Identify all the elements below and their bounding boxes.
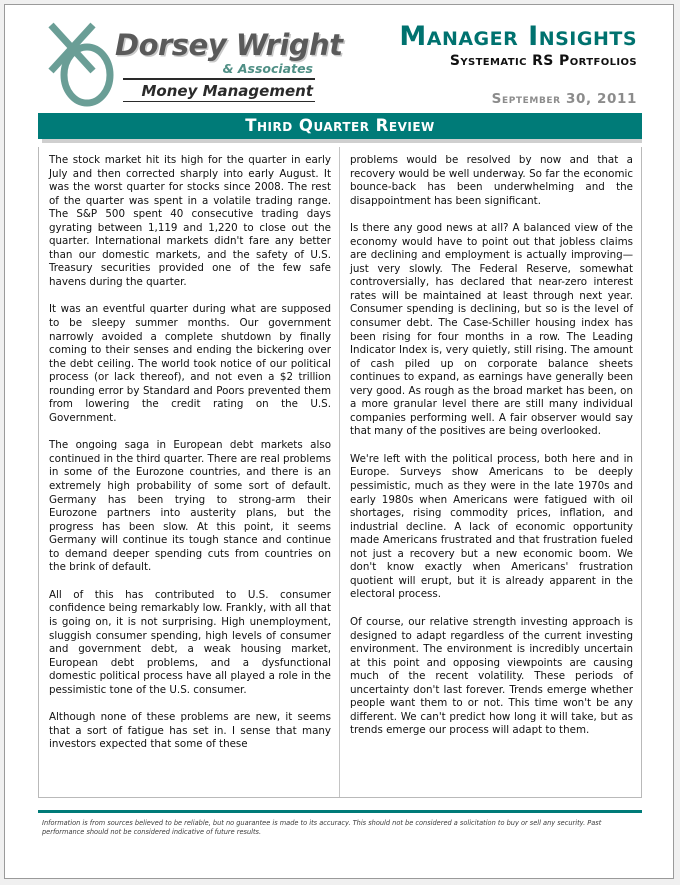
logo-wordmark <box>115 28 343 102</box>
paragraph: Although none of these problems are new, it seems that a sort of fatigue has set in. I sense that many investors expected that some of these <box>49 711 331 751</box>
company-suffix: & Associates <box>222 61 313 76</box>
company-tagline: Money Management <box>141 82 313 100</box>
footer <box>38 810 642 837</box>
publication-header <box>307 23 637 107</box>
paragraph: All of this has contributed to U.S. consumer confidence being remarkably low. Frankly, with all that is going on, it is not surprising. High unemployment, sluggish consumer spending, high levels of consumer and government debt, a weak housing market, European debt problems, and a dysfunctional domestic political process have all played a role in the pessimistic tone of the U.S. consumer. <box>49 588 331 696</box>
article-column-right <box>340 147 641 797</box>
section-title-shadow <box>42 139 642 143</box>
paragraph: The stock market hit its high for the quarter in early July and then corrected sharply into early August. It was the worst quarter for stocks since 2008. The rest of the quarter was spent in a volatile trading range. The S&P 500 spent 40 consecutive trading days gyrating between 1,119 and 1,220 to close out the quarter. International markets didn't fare any better than our domestic markets, and the safety of U.S. Treasury securities provided one of the few safe havens during the quarter. <box>49 154 331 288</box>
masthead <box>5 5 673 113</box>
publication-date: September 30, 2011 <box>491 91 637 108</box>
paragraph: The ongoing saga in European debt markets also continued in the third quarter. There are real problems in some of the Eurozone countries, and there is an extremely high probability of some sort of default. Germany has been trying to strong-arm their Eurozone partners into austerity plans, but the progress has been slow. At this point, it seems Germany will continue its tough stance and continue to demand deeper spending cuts from countries on the brink of default. <box>49 439 331 574</box>
publication-subtitle: Systematic RS Portfolios <box>449 53 637 70</box>
article-body <box>38 147 642 798</box>
publication-title: Manager Insights <box>399 21 637 52</box>
paragraph: We're left with the political process, both here and in Europe. Surveys show Americans to be deeply pessimistic, much as they were in the late 1970s and early 1980s when Americans were fatigued with oil shortages, rising commodity prices, inflation, and industrial decline. A lack of economic opportunity made Americans frustrated and that frustration fueled not just a recovery but a new economic boom. We don't know exactly when Americans' frustration quotient will erupt, but it is already apparent in the electoral process. <box>350 452 633 601</box>
company-logo <box>47 19 343 109</box>
company-name: Dorsey Wright <box>115 28 343 62</box>
paragraph: Is there any good news at all? A balanced view of the economy would have to point out that jobless claims are declining and employment is actually improving—just very slowly. The Federal Reserve, somewhat controversially, has declared that near-zero interest rates will be maintained at least through next year. Consumer spending is declining, but so is the level of consumer debt. The Case-Schiller housing index has been rising for four months in a row. The Leading Indicator Index is, very quietly, still rising. The amount of cash piled up on corporate balance sheets continues to expand, as earnings have generally been very good. As rough as the broad market has been, on a more granular level there are still many individual companies performing well. A fair observer would say that many of the positives are being overlooked. <box>350 222 633 438</box>
logo-divider-bottom <box>123 101 315 102</box>
newsletter-page <box>4 4 674 879</box>
disclaimer-text: Information is from sources believed to be reliable, but no guarantee is made to its accuracy. This should not be considered a solicitation to buy or sell any security. Past performance should not be considered indicative of future results. <box>42 819 602 836</box>
section-title: Third Quarter Review <box>38 113 642 139</box>
section-title-wrap <box>38 113 642 143</box>
footer-divider <box>38 810 642 813</box>
article-column-left <box>39 147 340 797</box>
paragraph: Of course, our relative strength investing approach is designed to adapt regardless of the current investing environment. The environment is incredibly uncertain at this point and opposing viewpoints are causing much of the recent volatility. These periods of uncertainty don't last forever. Trends emerge whether people want them to or not. This time won't be any different. We can't predict how long it will take, but as trends emerge our process will adapt to them. <box>350 615 633 737</box>
paragraph: It was an eventful quarter during what are supposed to be sleepy summer months. Our government narrowly avoided a complete shutdown by finally coming to their senses and ending the bickering over the debt ceiling. The world took notice of our political process (or lack thereof), and not even a $2 trillion rounding error by Standard and Poors prevented them from lowering the credit rating on the U.S. Government. <box>49 303 331 424</box>
logo-divider-top <box>123 78 315 80</box>
paragraph: problems would be resolved by now and that a recovery would be well underway. So far the economic bounce-back has been underwhelming and the disappointment has been significant. <box>350 154 633 207</box>
